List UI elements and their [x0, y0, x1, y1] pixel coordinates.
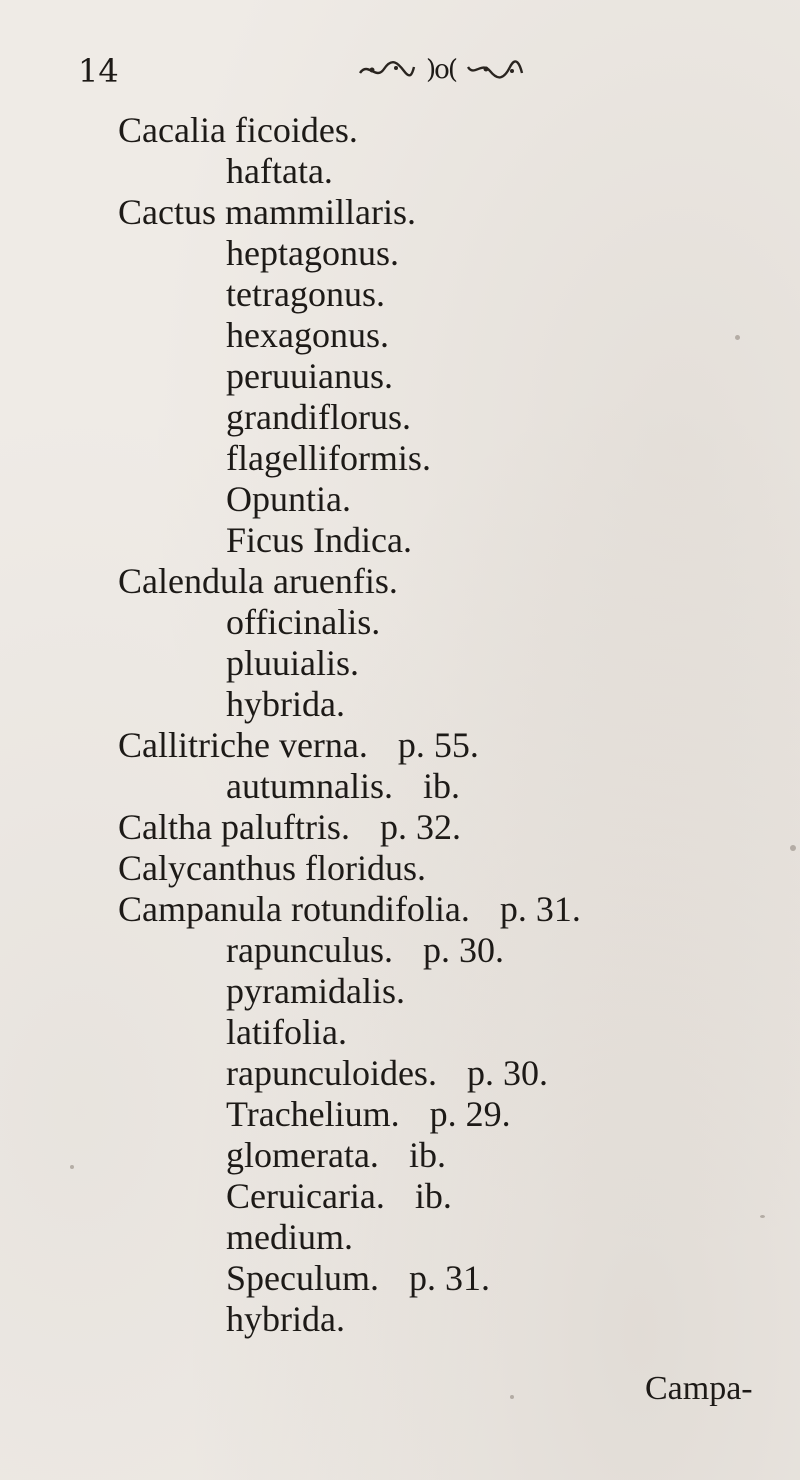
paper-speck: [70, 1165, 74, 1169]
paper-speck: [760, 1215, 765, 1218]
entry-name: flagelliformis.: [226, 438, 431, 478]
index-entry: [118, 723, 479, 767]
entry-name: Calycanthus floridus.: [118, 848, 426, 888]
entry-name: Caltha paluftris.: [118, 807, 350, 847]
entry-name: Calendula aruenfis.: [118, 561, 398, 601]
index-entry: [226, 1297, 345, 1341]
paper-speck: [510, 1395, 514, 1399]
entry-name: tetragonus.: [226, 274, 385, 314]
index-entry: [226, 1174, 452, 1218]
entry-name: grandiflorus.: [226, 397, 411, 437]
index-entry: [226, 1092, 511, 1136]
index-entry: [226, 149, 333, 193]
page-header: [0, 52, 800, 102]
entry-name: officinalis.: [226, 602, 381, 642]
index-entry: [226, 436, 431, 480]
ornament-right-icon: [466, 59, 524, 81]
entry-page-ref: p. 55.: [397, 725, 479, 765]
entry-name: Ceruicaria.: [226, 1176, 385, 1216]
header-ornament: [326, 55, 556, 85]
entry-name: pluuialis.: [226, 643, 359, 683]
entry-name: Speculum.: [226, 1258, 379, 1298]
entry-name: pyramidalis.: [226, 971, 405, 1011]
entry-name: hybrida.: [226, 684, 345, 724]
paper-speck: [735, 335, 740, 340]
index-entry: [226, 600, 380, 644]
index-entry: [226, 1215, 353, 1259]
index-entry: [226, 313, 389, 357]
entry-name: autumnalis.: [226, 766, 393, 806]
entry-page-ref: p. 30.: [466, 1053, 548, 1093]
index-entry: [118, 846, 426, 890]
entry-page-ref: ib.: [408, 1135, 446, 1175]
index-entry: [226, 231, 399, 275]
page-number: 14: [78, 52, 119, 90]
index-entry: [118, 559, 398, 603]
index-entry: [226, 764, 460, 808]
entry-name: heptagonus.: [226, 233, 399, 273]
ornament-center: )o(: [426, 55, 456, 85]
entry-name: Campanula rotundifolia.: [118, 889, 470, 929]
entry-name: medium.: [226, 1217, 353, 1257]
entry-name: Cacalia ficoides.: [118, 110, 358, 150]
index-entry: [226, 518, 412, 562]
entry-name: hybrida.: [226, 1299, 345, 1339]
index-entry: [226, 641, 359, 685]
index-entry: [118, 190, 416, 234]
entry-name: Cactus mammillaris.: [118, 192, 416, 232]
entry-page-ref: ib.: [414, 1176, 452, 1216]
index-entry: [226, 354, 393, 398]
index-entry: [226, 395, 411, 439]
entry-page-ref: p. 29.: [429, 1094, 511, 1134]
index-entry: [226, 928, 504, 972]
ornament-left-icon: [358, 59, 416, 81]
entry-page-ref: ib.: [422, 766, 460, 806]
entry-name: Callitriche verna.: [118, 725, 368, 765]
index-entry: [226, 1256, 490, 1300]
entry-name: rapunculus.: [226, 930, 393, 970]
entry-page-ref: p. 30.: [422, 930, 504, 970]
index-entry: [226, 272, 385, 316]
index-entry: [226, 1133, 446, 1177]
entry-name: Trachelium.: [226, 1094, 400, 1134]
entry-name: rapunculoides.: [226, 1053, 437, 1093]
index-entry: [226, 1010, 347, 1054]
entry-name: latifolia.: [226, 1012, 347, 1052]
paper-speck: [790, 845, 796, 851]
index-entry: [226, 682, 345, 726]
entry-name: haftata.: [226, 151, 333, 191]
index-entry: [118, 108, 358, 152]
index-entry: [226, 969, 405, 1013]
entry-name: peruuianus.: [226, 356, 393, 396]
catchword: Campa-: [645, 1370, 753, 1407]
entry-name: Ficus Indica.: [226, 520, 412, 560]
index-entry: [226, 477, 351, 521]
index-entry: [226, 1051, 548, 1095]
entry-page-ref: p. 32.: [379, 807, 461, 847]
index-entry: [118, 805, 461, 849]
entry-name: glomerata.: [226, 1135, 379, 1175]
index-entry: [118, 887, 581, 931]
entry-page-ref: p. 31.: [408, 1258, 490, 1298]
entry-name: Opuntia.: [226, 479, 351, 519]
entry-name: hexagonus.: [226, 315, 389, 355]
entry-page-ref: p. 31.: [499, 889, 581, 929]
